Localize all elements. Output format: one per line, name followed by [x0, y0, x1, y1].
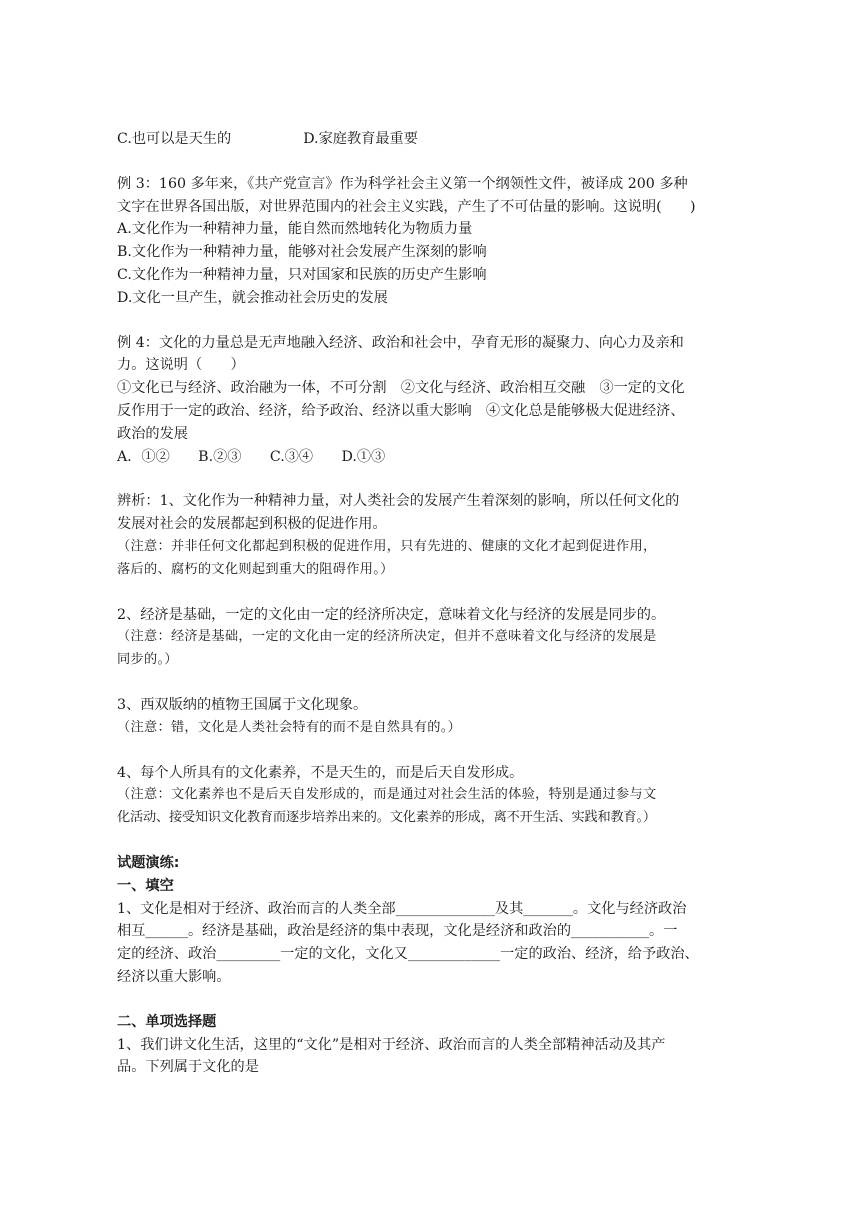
multiple-choice-section-title: 二、单项选择题: [117, 1013, 217, 1030]
example-4-line: 例 4：文化的力量总是无声地融入经济、政治和社会中，孕育无形的凝聚力、向心力及亲和: [117, 334, 684, 351]
practice-section: [117, 852, 739, 1079]
analysis-section: [117, 490, 739, 830]
fill-in-question: 相互______。经济是基础，政治是经济的集中表现，文化是经济和政治的___________。一: [117, 923, 678, 940]
practice-heading: 试题演练:: [117, 854, 180, 871]
example-4-line: 力。这说明（ ）: [117, 357, 245, 374]
example-3-line: 文字在世界各国出版，对世界范围内的社会主义实践，产生了不可估量的影响。这说明( ): [117, 198, 696, 215]
example-3-option-c: C.文化作为一种精神力量，只对国家和民族的历史产生影响: [117, 266, 487, 283]
example-3: [117, 173, 739, 310]
option-c: C.也可以是天生的: [117, 131, 232, 147]
fill-in-question: 定的经济、政治_________一定的文化，文化又_____________一定的政治、经济，给予政治、: [117, 946, 699, 963]
analysis-note-2: （注意：经济是基础，一定的文化由一定的经济所决定，但并不意味着文化与经济的发展是: [117, 629, 657, 645]
document-page: [117, 128, 739, 1079]
multiple-choice-question: 品。下列属于文化的是: [117, 1059, 259, 1076]
analysis-item-4: 4、每个人所具有的文化素养，不是天生的，而是后天自发形成。: [117, 764, 524, 781]
example-4-line: 政治的发展: [117, 425, 188, 442]
multiple-choice-question: 1、我们讲文化生活，这里的“文化”是相对于经济、政治而言的人类全部精神活动及其产: [117, 1036, 666, 1053]
option-d: D.家庭教育最重要: [303, 131, 418, 147]
analysis-note-4: （注意：文化素养也不是后天自发形成的，而是通过对社会生活的体验，特别是通过参与文: [117, 787, 657, 803]
fill-in-section-title: 一、填空: [117, 877, 174, 894]
fill-in-question: 经济以重大影响。: [117, 968, 231, 985]
question-options-row: [117, 128, 739, 151]
example-4-line: ①文化已与经济、政治融为一体，不可分割 ②文化与经济、政治相互交融 ③一定的文化: [117, 380, 685, 397]
analysis-note-3: （注意：错，文化是人类社会特有的而不是自然具有的。）: [117, 719, 462, 735]
example-3-option-b: B.文化作为一种精神力量，能够对社会发展产生深刻的影响: [117, 244, 487, 261]
fill-in-question: 1、文化是相对于经济、政治而言的人类全部______________及其_______。文化与经济政治: [117, 900, 687, 917]
analysis-note-1: 落后的、腐朽的文化则起到重大的阻碍作用。）: [117, 561, 394, 577]
example-3-option-a: A.文化作为一种精神力量，能自然而然地转化为物质力量: [117, 221, 473, 238]
analysis-item-2: 2、经济是基础，一定的文化由一定的经济所决定，意味着文化与经济的发展是同步的。: [117, 606, 666, 623]
example-4-options: A．①② B.②③ C.③④ D.①③: [117, 448, 386, 465]
analysis-item-1: 辨析：1、文化作为一种精神力量，对人类社会的发展产生着深刻的影响，所以任何文化的: [117, 493, 680, 510]
example-4: [117, 332, 739, 469]
analysis-note-2: 同步的。）: [117, 652, 178, 668]
example-3-line: 例 3：160 多年来，《共产党宣言》作为科学社会主义第一个纲领性文件，被译成 200 多种: [117, 175, 688, 192]
analysis-item-1: 发展对社会的发展都起到积极的促进作用。: [117, 516, 387, 533]
analysis-item-3: 3、西双版纳的植物王国属于文化现象。: [117, 696, 368, 713]
analysis-note-1: （注意：并非任何文化都起到积极的促进作用，只有先进的、健康的文化才起到促进作用，: [117, 538, 657, 554]
analysis-note-4: 化活动、接受知识文化教育而逐步培养出来的。文化素养的形成，离不开生活、实践和教育。）: [117, 810, 656, 826]
example-4-line: 反作用于一定的政治、经济，给予政治、经济以重大影响 ④文化总是能够极大促进经济、: [117, 402, 685, 419]
example-3-option-d: D.文化一旦产生，就会推动社会历史的发展: [117, 289, 388, 306]
